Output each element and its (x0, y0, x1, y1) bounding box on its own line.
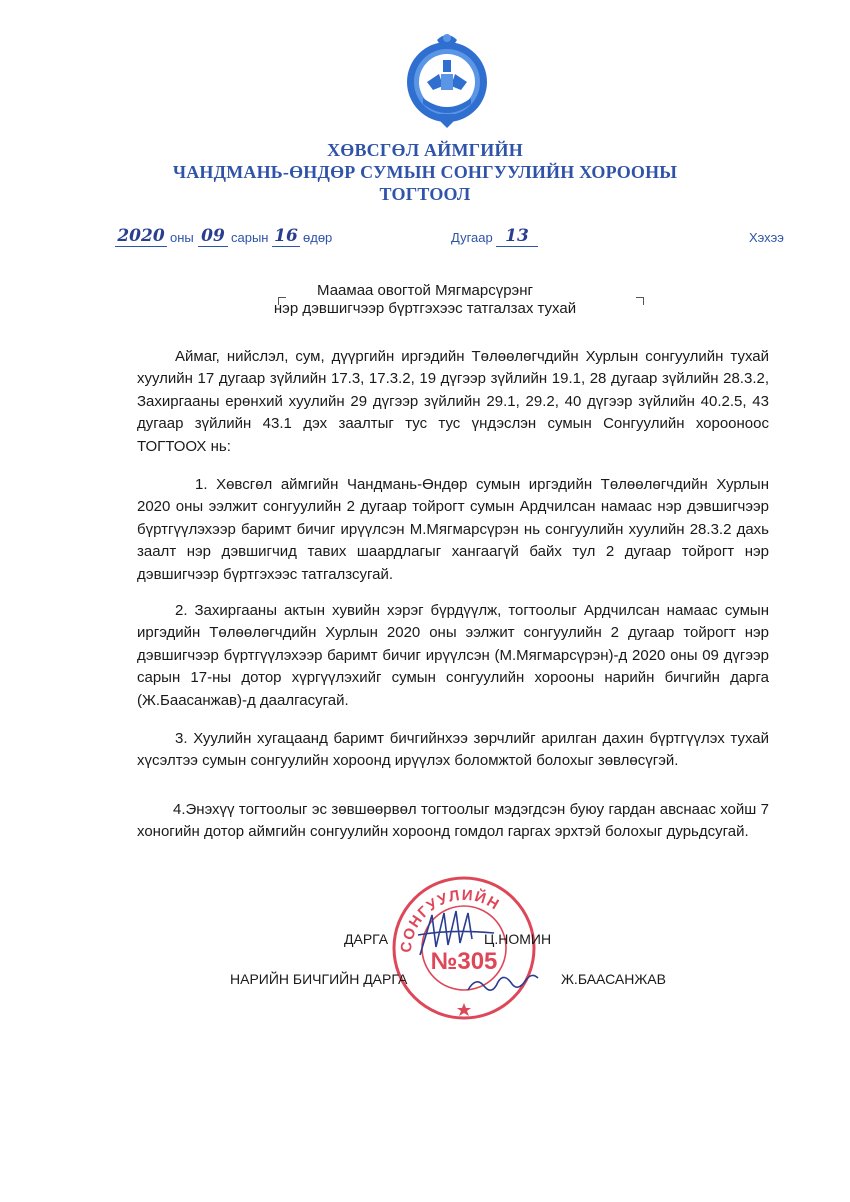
preamble-paragraph: Аймаг, нийслэл, сум, дүүргийн иргэдийн Төлөөлөгчдийн Хурлын сонгуулийн тухай хуулийн 17 дугаар зүйлийн 17.3, 17.3.2, 19 дүгээр зүйлийн 19.1, 28 дугаар зүйлийн 28.3.2, Захиргааны ерөнхий хуулийн 29 дүгээр зүйлийн 29.1, 29.2, 40 дүгээр зүйлийн 40.2.5, 43 дугаар зүйлийн 43.1 дэх заалтыг тус тус үндэслэн сумын Сонгуулийн хорооноос ТОГТООХ нь: (137, 348, 769, 455)
number-label: Дугаар (451, 230, 493, 245)
place-name: Хэхээ (749, 230, 784, 245)
stamp-arc-text: СОНГУУЛИЙН (397, 886, 503, 954)
date-year: 2020 (115, 226, 167, 247)
clause-4: 4.Энэхүү тогтоолыг эс зөвшөөрвөл тогтоолыг мэдэгдсэн буюу гардан авснаас хойш 7 хоногийн дотор аймгийн сонгуулийн хороонд гомдол гаргах эрхтэй болохыг дурьдсугай. (137, 801, 769, 841)
clause-3: 3. Хуулийн хугацаанд баримт бичгийнхээ зөрчлийг арилган дахин бүртгүүлэх тухай хүсэлтээ сумын сонгуулийн хороонд ирүүлэх боломжтой болохыг зөвлөсүгэй. (137, 730, 769, 770)
clause-1: 1. Хөвсгөл аймгийн Чандмань-Өндөр сумын иргэдийн Төлөөлөгчдийн Хурлын 2020 оны ээлжит сонгуулийн 2 дугаар тойрогт сумын Ардчилсан намаас нэр дэвшигчээр бүртгүүлэхээр баримт бичиг ирүүлсэн М.Мягмарсүрэн нь сонгуулийн хуулийн 28.3.2 дахь заалт нэр дэвшигчид тавих шаардлагыг хангаагүй байх тул 2 дугаар тойрогт нэр дэвшигчээр бүртгэхээс татгалзсугай. (137, 476, 769, 583)
date-month-label: сарын (231, 230, 269, 245)
stamp-number: №305 (430, 948, 498, 975)
date-year-label: оны (170, 230, 194, 245)
heading-aimag: ХӨВСГӨЛ АЙМГИЙН (327, 140, 523, 160)
heading-resolution: ТОГТООЛ (379, 184, 471, 204)
dateline (0, 226, 850, 252)
chair-name: Ц.НОМИН (484, 931, 552, 947)
subject-corner-right (636, 297, 644, 305)
heading-committee: ЧАНДМАНЬ-ӨНДӨР СУМЫН СОНГУУЛИЙН ХОРООНЫ (172, 162, 678, 182)
secretary-label: НАРИЙН БИЧГИЙН ДАРГА (230, 971, 408, 987)
date-month: 09 (198, 226, 228, 247)
subject-corner-left (278, 297, 286, 305)
subject-line-1: Маамаа овогтой Мягмарсүрэнг (317, 282, 533, 299)
subject-line-2: нэр дэвшигчээр бүртгэхээс татгалзах тухай (273, 300, 577, 317)
stamp-star-icon (457, 1003, 471, 1016)
date-day-label: өдөр (303, 230, 333, 245)
clause-2: 2. Захиргааны актын хувийн хэрэг бүрдүүлж, тогтоолыг Ардчилсан намаас сумын иргэдийн Төлөөлөгчдийн Хурлын 2020 оны ээлжит сонгуулийн 2 дугаар тойрогт нэр дэвшигчээр бүртгүүлэхээр баримт бичиг ирүүлсэн (М.Мягмарсүрэн)-д 2020 оны 09 дүгээр сарын 17-ны дотор хүргүүлэхийг сумын сонгуулийн хорооны нарийн бичгийн дарга (Ж.Баасанжав)-д даалгасугай. (137, 602, 769, 709)
date-day: 16 (272, 226, 300, 247)
secretary-signature (462, 962, 542, 1002)
secretary-name: Ж.БААСАНЖАВ (561, 971, 666, 987)
resolution-number: 13 (496, 226, 538, 247)
chair-label: ДАРГА (344, 931, 389, 947)
state-emblem-icon (403, 30, 491, 130)
